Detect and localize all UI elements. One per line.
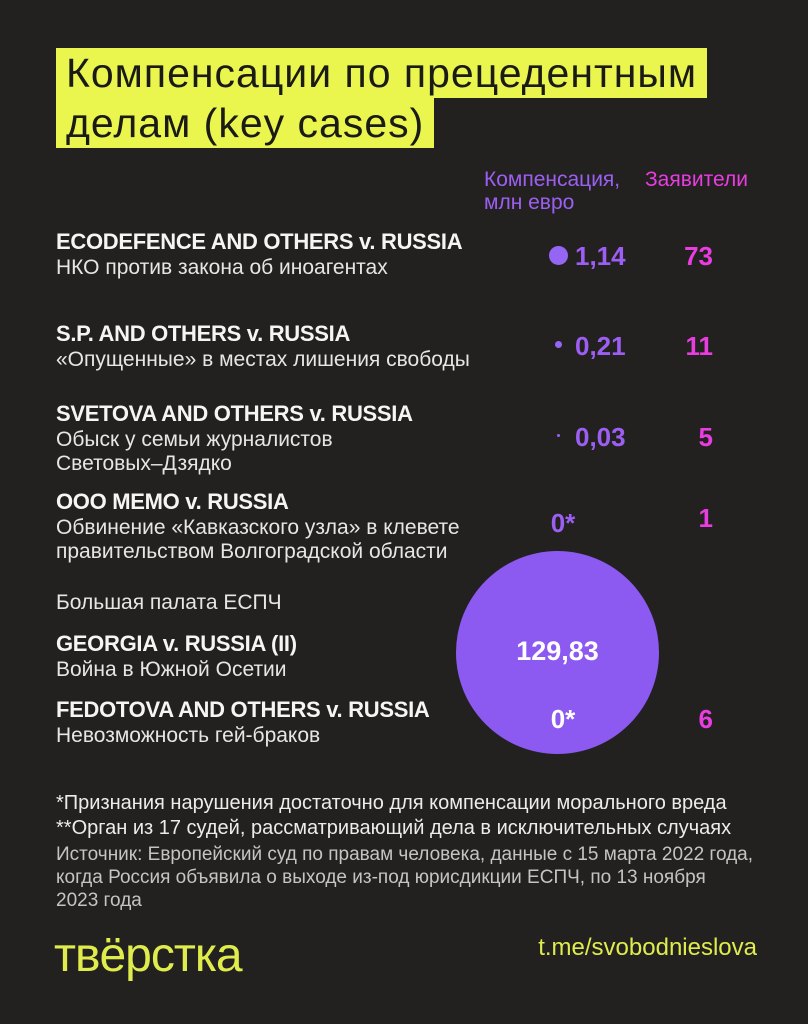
compensation-value: 0* xyxy=(550,704,576,734)
telegram-link[interactable]: t.me/svobodnieslova xyxy=(538,934,757,961)
case-name: SVETOVA AND OTHERS v. RUSSIA xyxy=(56,401,413,426)
applicants-value: 5 xyxy=(698,422,713,452)
case-description: Обвинение «Кавказского узла» в клевете xyxy=(56,516,460,539)
column-header-applicants: Заявители xyxy=(645,168,748,191)
page-title xyxy=(56,48,707,148)
case-row-fedotova xyxy=(56,696,526,748)
case-name: ECODEFENCE AND OTHERS v. RUSSIA xyxy=(56,229,463,254)
compensation-value: 0,03 xyxy=(575,422,626,452)
case-row-svetova xyxy=(56,400,526,476)
case-description: Световых–Дзядко xyxy=(56,452,232,475)
column-header-compensation-line1: Компенсация, xyxy=(484,168,621,191)
verstka-logo: твёрстка xyxy=(54,929,242,982)
applicants-value: 11 xyxy=(685,331,713,361)
footnote-asterisk: *Признания нарушения достаточно для компенсации морального вреда xyxy=(56,792,727,814)
compensation-value: 1,14 xyxy=(575,241,626,271)
compensation-value: 0* xyxy=(550,508,576,538)
compensation-value: 0,21 xyxy=(575,331,626,361)
case-description: Война в Южной Осетии xyxy=(56,658,287,681)
page-title-line1: Компенсации по прецедентным xyxy=(56,48,707,98)
case-name: GEORGIA v. RUSSIA (II) xyxy=(56,631,297,656)
source-line3: 2023 года xyxy=(56,890,142,911)
case-name: S.P. AND OTHERS v. RUSSIA xyxy=(56,321,351,346)
case-name: OOO MEMO v. RUSSIA xyxy=(56,489,289,514)
case-name: FEDOTOVA AND OTHERS v. RUSSIA xyxy=(56,697,430,722)
column-header-compensation xyxy=(484,168,620,214)
case-description: правительством Волгоградской области xyxy=(56,540,448,563)
case-row-ecodefence xyxy=(56,228,526,280)
column-header-compensation-line2: млн евро xyxy=(484,191,575,214)
case-description: Невозможность гей-браков xyxy=(56,724,321,747)
case-description: «Опущенные» в местах лишения свободы xyxy=(56,348,470,371)
compensation-bubble xyxy=(557,434,560,437)
case-description: НКО против закона об иноагентах xyxy=(56,256,388,279)
compensation-value: 129,83 xyxy=(516,636,599,666)
compensation-bubble xyxy=(555,341,562,348)
section-label-grand-chamber: Большая палата ЕСПЧ xyxy=(56,591,282,614)
case-row-memo xyxy=(56,488,526,564)
source-line1: Источник: Европейский суд по правам человека, данные с 15 марта 2022 года, xyxy=(56,844,754,865)
source-line2: когда Россия объявила о выходе из-под юрисдикции ЕСПЧ, по 13 ноября xyxy=(56,867,706,888)
applicants-value: 1 xyxy=(698,503,713,533)
page-title-line2: делам (key cases) xyxy=(56,98,434,148)
applicants-value: 6 xyxy=(698,704,713,734)
source-note xyxy=(56,843,796,912)
footnotes xyxy=(56,791,796,841)
applicants-value: 73 xyxy=(684,241,713,271)
case-row-georgia xyxy=(56,630,526,682)
footnote-double-asterisk: **Орган из 17 судей, рассматривающий дела в исключительных случаях xyxy=(56,817,732,839)
case-description: Обыск у семьи журналистов xyxy=(56,428,333,451)
case-row-sp xyxy=(56,320,526,372)
compensation-bubble xyxy=(549,246,568,265)
